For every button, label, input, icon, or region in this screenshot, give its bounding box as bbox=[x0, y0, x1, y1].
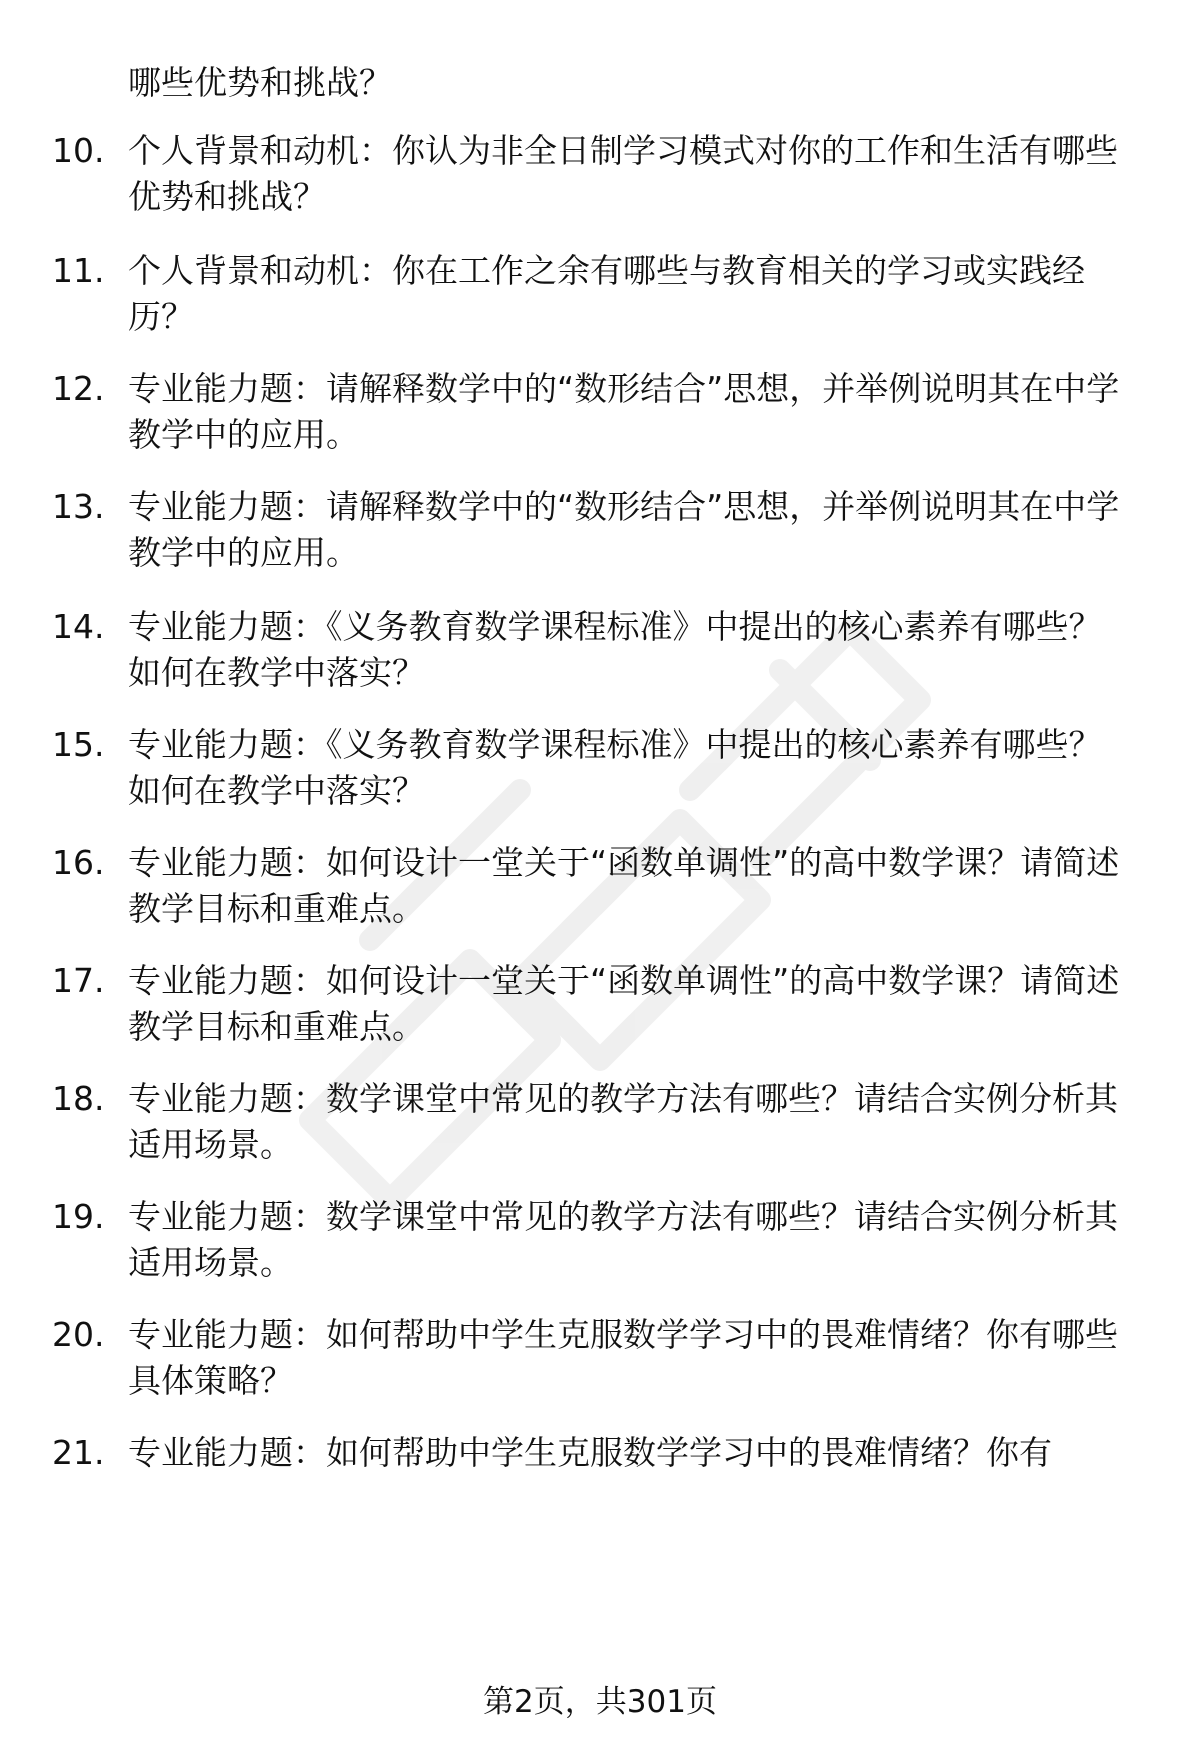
question-text: 专业能力题：《义务教育数学课程标准》中提出的核心素养有哪些？如何在教学中落实？ bbox=[128, 607, 1102, 692]
question-number: 19. bbox=[52, 1197, 105, 1236]
question-number: 16. bbox=[52, 843, 105, 882]
question-number: 14. bbox=[52, 607, 105, 646]
question-text: 专业能力题：如何设计一堂关于“函数单调性”的高中数学课？请简述教学目标和重难点。 bbox=[128, 961, 1120, 1046]
question-text: 专业能力题：请解释数学中的“数形结合”思想，并举例说明其在中学教学中的应用。 bbox=[128, 487, 1120, 572]
question-text: 个人背景和动机：你在工作之余有哪些与教育相关的学习或实践经历？ bbox=[128, 251, 1085, 336]
continuation-text: 哪些优势和挑战？ bbox=[128, 63, 392, 102]
question-number: 12. bbox=[52, 369, 105, 408]
question-number: 11. bbox=[52, 251, 105, 290]
question-text: 专业能力题：数学课堂中常见的教学方法有哪些？请结合实例分析其适用场景。 bbox=[128, 1197, 1118, 1282]
question-text: 专业能力题：如何帮助中学生克服数学学习中的畏难情绪？你有哪些具体策略？ bbox=[128, 1315, 1118, 1400]
page-footer: 第2页，共301页 bbox=[483, 1684, 717, 1720]
question-number: 17. bbox=[52, 961, 105, 1000]
question-text: 专业能力题：如何设计一堂关于“函数单调性”的高中数学课？请简述教学目标和重难点。 bbox=[128, 843, 1120, 928]
question-text: 专业能力题：请解释数学中的“数形结合”思想，并举例说明其在中学教学中的应用。 bbox=[128, 369, 1120, 454]
question-text: 专业能力题：《义务教育数学课程标准》中提出的核心素养有哪些？如何在教学中落实？ bbox=[128, 725, 1102, 810]
question-text: 专业能力题：如何帮助中学生克服数学学习中的畏难情绪？你有 bbox=[128, 1433, 1052, 1472]
question-text: 专业能力题：数学课堂中常见的教学方法有哪些？请结合实例分析其适用场景。 bbox=[128, 1079, 1118, 1164]
question-number: 18. bbox=[52, 1079, 105, 1118]
question-number: 13. bbox=[52, 487, 105, 526]
question-number: 20. bbox=[52, 1315, 105, 1354]
question-number: 21. bbox=[52, 1433, 105, 1472]
question-number: 15. bbox=[52, 725, 105, 764]
question-number: 10. bbox=[52, 131, 105, 170]
question-text: 个人背景和动机：你认为非全日制学习模式对你的工作和生活有哪些优势和挑战？ bbox=[128, 131, 1118, 216]
